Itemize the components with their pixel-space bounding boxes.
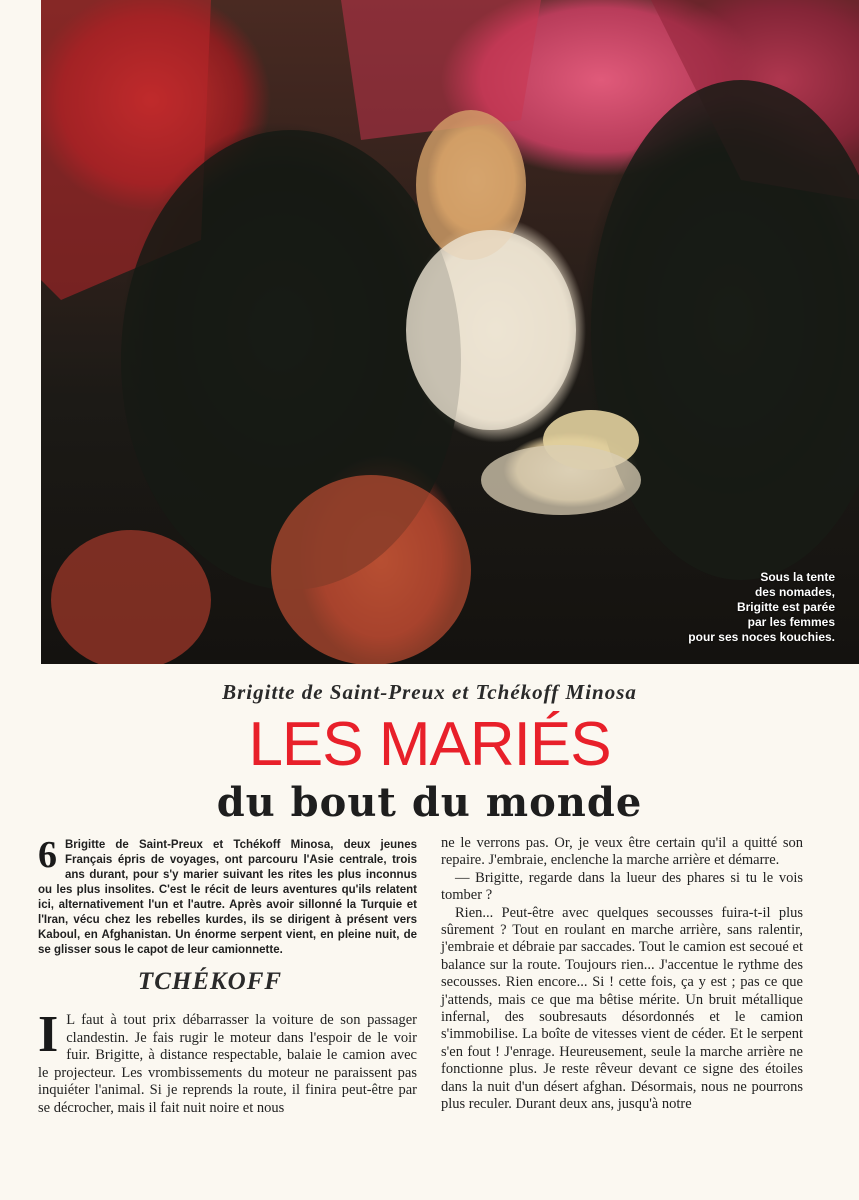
intro-paragraph [38,834,417,958]
paragraph: ne le verrons pas. Or, je veux être certain qu'il a quitté son repaire. J'embraie, enclenche la marche arrière et démarre. [441,835,803,869]
intro-text: Brigitte de Saint-Preux et Tchékoff Minosa, deux jeunes Français épris de voyages, ont parcouru l'Asie centrale, trois ans durant, pour s'y marier suivant les rites les plus inconnus ou les plus insolites. C'est le récit de leurs aventures qu'ils relatent ici, alternativement l'un et l'autre. Après avoir sillonné la Turquie et l'Iran, vécu chez les rebelles kurdes, ils se dirigent à présent vers Kaboul, en Afghanistan. Un énorme serpent vient, en pleine nuit, de se glisser sous le capot de leur camionnette. [38,839,417,956]
column-left-text: L faut à tout prix débarrasser la voiture de son passager clandestin. Je fais rugir le moteur dans l'espoir de le voir fuir. Brigitte, à distance respectable, balaie le camion avec le projecteur. Les vrombissements du moteur ne paraissent pas inquiéter l'animal. Si je reprends la route, il finira peut-être par se décrocher, mais il fait nuit noire et nous [38,1012,417,1116]
article-subtitle: du bout du monde [216,779,643,826]
article-authors: Brigitte de Saint-Preux et Tchékoff Minosa [222,680,637,704]
paragraph: — Brigitte, regarde dans la lueur des phares si tu le vois tomber ? [441,869,803,904]
nomad-tent-photo [41,0,859,664]
article-title: LES MARIÉS [248,710,611,779]
photo-illustration [41,0,859,664]
article-column-left [38,1006,417,1117]
article-column-right [441,835,803,1114]
paragraph: Rien... Peut-être avec quelques secousses fuira-t-il plus sûrement ? Tout en roulant en marche arrière, sans ralentir, j'embraie et débraie par saccades. Tout le camion est secoué et balance sur la route. Toujours rien... J'accentue le rythme des secousses. Rien encore... Si ! cette fois, ça y est ; pas ce que j'attends, mais ce que ma bêtise mérite. Un bruit métallique infernal, des soubresauts désordonnés et le camion s'immobilise. La boîte de vitesses vient de céder. Et le serpent s'en fout ! J'enrage. Heureusement, seule la marche arrière ne fonctionne plus. Je reste rêveur devant ce signe des étoiles dans la nuit d'un désert afghan. Désormais, nous ne pourrons plus reculer. Durant deux ans, jusqu'à notre [441,904,803,1113]
episode-number: 6 [38,834,57,876]
section-heading: TCHÉKOFF [137,968,283,995]
dropcap-letter: I [38,1006,59,1063]
photo-caption: Sous la tente des nomades, Brigitte est parée par les femmes pour ses noces kouchies. [688,570,835,644]
